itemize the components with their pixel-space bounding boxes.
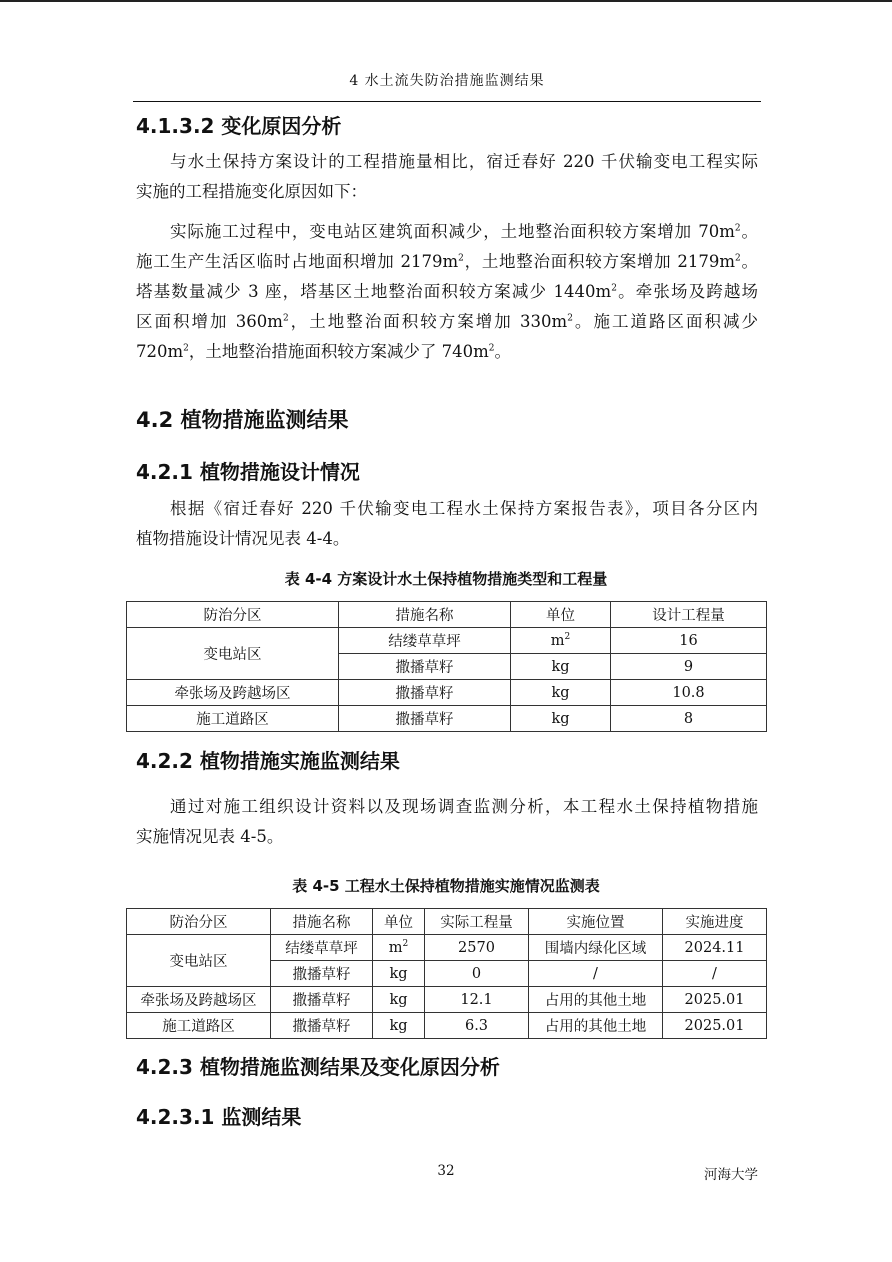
- paragraph-line: 通过对施工组织设计资料以及现场调查监测分析，本工程水土保持植物措施: [170, 797, 758, 816]
- paragraph-line: 施工生产生活区临时占地面积增加 $2179m^2$，土地整治面积较方案增加 $2179m^2$。: [136, 252, 758, 271]
- quantity-cell: 2570: [425, 935, 529, 961]
- column-header: 实施位置: [529, 909, 663, 935]
- zone-cell: 牵张场及跨越场区: [127, 987, 271, 1013]
- paragraph-line: $720m^2$，土地整治措施面积较方案减少了 $740m^2$。: [136, 342, 511, 361]
- zone-cell: 牵张场及跨越场区: [127, 680, 339, 706]
- column-header: 防治分区: [127, 909, 271, 935]
- quantity-cell: 12.1: [425, 987, 529, 1013]
- table-header-row: [127, 602, 767, 628]
- unit-cell: kg: [373, 1013, 425, 1039]
- measure-cell: 结缕草草坪: [271, 935, 373, 961]
- paragraph-change-reasons: [136, 217, 758, 367]
- table-row: [127, 628, 767, 654]
- unit-cell: kg: [511, 706, 611, 732]
- progress-cell: 2024.11: [663, 935, 767, 961]
- section-heading-4-2-3-1: 4.2.3.1 监测结果: [136, 1105, 302, 1129]
- paragraph-comparison: [136, 147, 758, 207]
- table-4-5: [126, 908, 767, 1039]
- paragraph-line: 与水土保持方案设计的工程措施量相比，宿迁春好 220 千伏输变电工程实际: [170, 152, 758, 171]
- quantity-cell: 9: [611, 654, 767, 680]
- column-header: 设计工程量: [611, 602, 767, 628]
- header-rule: [133, 101, 761, 102]
- unit-cell: kg: [511, 654, 611, 680]
- measure-cell: 撒播草籽: [271, 987, 373, 1013]
- column-header: 措施名称: [339, 602, 511, 628]
- column-header: 实际工程量: [425, 909, 529, 935]
- unit-cell: kg: [373, 961, 425, 987]
- column-header: 实施进度: [663, 909, 767, 935]
- measure-cell: 撒播草籽: [271, 1013, 373, 1039]
- column-header: 单位: [511, 602, 611, 628]
- location-cell: 围墙内绿化区域: [529, 935, 663, 961]
- quantity-cell: 6.3: [425, 1013, 529, 1039]
- section-heading-4-2-1: 4.2.1 植物措施设计情况: [136, 460, 360, 484]
- measure-cell: 撒播草籽: [271, 961, 373, 987]
- quantity-cell: 10.8: [611, 680, 767, 706]
- section-heading-4-2-2: 4.2.2 植物措施实施监测结果: [136, 749, 400, 773]
- section-heading-4-1-3-2: 4.1.3.2 变化原因分析: [136, 114, 342, 138]
- footer-institution: 河海大学: [704, 1167, 758, 1183]
- column-header: 单位: [373, 909, 425, 935]
- table-4-5-caption: 表 4-5 工程水土保持植物措施实施情况监测表: [292, 877, 600, 895]
- paragraph-line: 区面积增加 $360m^2$，土地整治面积较方案增加 $330m^2$。施工道路区面积减少: [136, 312, 759, 331]
- unit-cell: $m^2$: [511, 628, 611, 654]
- table-row: [127, 935, 767, 961]
- unit-cell: kg: [511, 680, 611, 706]
- section-heading-4-2-3: 4.2.3 植物措施监测结果及变化原因分析: [136, 1055, 500, 1079]
- quantity-cell: 0: [425, 961, 529, 987]
- running-header: 4 水土流失防治措施监测结果: [349, 73, 545, 89]
- table-row: [127, 706, 767, 732]
- measure-cell: 撒播草籽: [339, 654, 511, 680]
- paragraph-line: 根据《宿迁春好 220 千伏输变电工程水土保持方案报告表》，项目各分区内: [170, 499, 758, 518]
- measure-cell: 撒播草籽: [339, 706, 511, 732]
- paragraph-line: 植物措施设计情况见表 4-4。: [136, 529, 350, 548]
- unit-cell: $m^2$: [373, 935, 425, 961]
- measure-cell: 撒播草籽: [339, 680, 511, 706]
- paragraph-design-intro: [136, 494, 758, 554]
- location-cell: /: [529, 961, 663, 987]
- quantity-cell: 8: [611, 706, 767, 732]
- page-number: 32: [437, 1163, 455, 1179]
- paragraph-line: 实施情况见表 4-5。: [136, 827, 284, 846]
- column-header: 防治分区: [127, 602, 339, 628]
- page-top-border: [0, 0, 892, 2]
- zone-cell: 施工道路区: [127, 706, 339, 732]
- table-4-4: [126, 601, 767, 732]
- progress-cell: 2025.01: [663, 987, 767, 1013]
- paragraph-implementation-intro: [136, 792, 758, 852]
- zone-cell: 施工道路区: [127, 1013, 271, 1039]
- location-cell: 占用的其他土地: [529, 1013, 663, 1039]
- table-row: [127, 1013, 767, 1039]
- table-header-row: [127, 909, 767, 935]
- quantity-cell: 16: [611, 628, 767, 654]
- table-row: [127, 987, 767, 1013]
- table-row: [127, 680, 767, 706]
- table-4-4-caption: 表 4-4 方案设计水土保持植物措施类型和工程量: [284, 570, 608, 588]
- unit-cell: kg: [373, 987, 425, 1013]
- section-heading-4-2: 4.2 植物措施监测结果: [136, 408, 349, 432]
- column-header: 措施名称: [271, 909, 373, 935]
- paragraph-line: 实际施工过程中，变电站区建筑面积减少，土地整治面积较方案增加 $70m^2$。: [170, 222, 758, 241]
- zone-cell: 变电站区: [127, 935, 271, 987]
- progress-cell: /: [663, 961, 767, 987]
- measure-cell: 结缕草草坪: [339, 628, 511, 654]
- progress-cell: 2025.01: [663, 1013, 767, 1039]
- zone-cell: 变电站区: [127, 628, 339, 680]
- location-cell: 占用的其他土地: [529, 987, 663, 1013]
- paragraph-line: 实施的工程措施变化原因如下：: [136, 182, 367, 201]
- paragraph-line: 塔基数量减少 3 座，塔基区土地整治面积较方案减少 $1440m^2$。牵张场及跨越场: [136, 282, 759, 301]
